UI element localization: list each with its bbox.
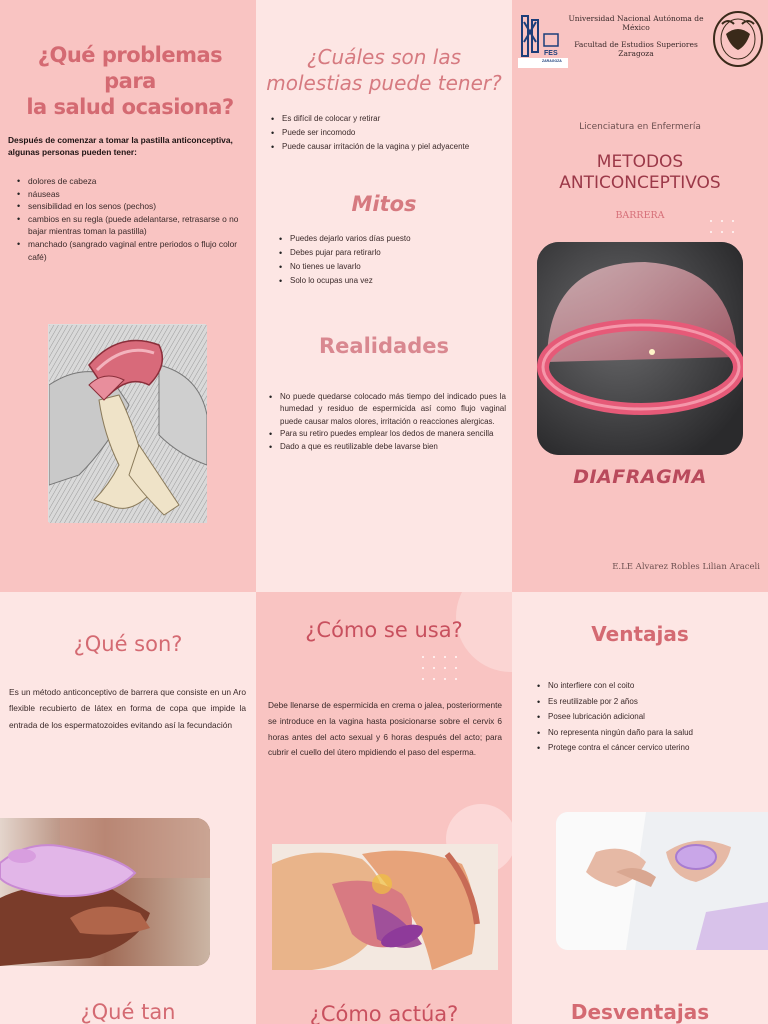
advantages-list xyxy=(534,678,764,756)
panel-title xyxy=(256,44,512,96)
list-item: • cambios en su regla (puede adelantarse, retrasarse o no bajar mientras toman la pastilla) xyxy=(14,213,250,238)
list-item: • Debes pujar para retirarlo xyxy=(276,246,504,260)
list-item: • dolores de cabeza xyxy=(14,175,250,188)
list-item: • Puede causar irritación de la vagina y piel adyacente xyxy=(268,140,504,154)
unam-seal-logo xyxy=(712,10,764,68)
list-item: • Solo lo ocupas una vez xyxy=(276,274,504,288)
definition-text: Es un método anticonceptivo de barrera que consiste en un Aro flexible recubierto de látex en forma de copa que impide la entrada de los espermatozoides evitando así la fecundación xyxy=(9,687,246,730)
panel-what-is xyxy=(0,592,256,1024)
decorative-dots xyxy=(710,220,734,233)
intro-text: Después de comenzar a tomar la pastilla anticonceptiva, algunas personas pueden tener: xyxy=(8,135,233,158)
panel-advantages xyxy=(512,592,768,1024)
list-item: • No representa ningún daño para la salud xyxy=(534,725,764,741)
list-item: • Protege contra el cáncer cervico uterino xyxy=(534,740,764,756)
discomforts-list xyxy=(268,112,504,154)
list-item: • No tienes ue lavarlo xyxy=(276,260,504,274)
myths-list xyxy=(276,232,504,288)
list-item: • Es difícil de colocar y retirar xyxy=(268,112,504,126)
list-item: • náuseas xyxy=(14,188,250,201)
faculty-name: Facultad de Estudios Superiores Zaragoza xyxy=(574,40,698,58)
panel-discomforts-myths xyxy=(256,0,512,592)
bottom-heading: ¿Qué tan xyxy=(80,1000,176,1024)
product-name: DIAFRAGMA xyxy=(573,466,707,488)
panel-title: ¿Qué son? xyxy=(73,632,183,656)
title-line-1: ¿Qué problemas para xyxy=(37,43,223,93)
diaphragm-photo xyxy=(537,242,743,455)
list-item: • No interfiere con el coito xyxy=(534,678,764,694)
title-line-2: molestias puede tener? xyxy=(266,71,502,95)
realities-heading: Realidades xyxy=(319,334,449,358)
bottom-heading: Desventajas xyxy=(570,1000,710,1024)
program-name: Licenciatura en Enfermería xyxy=(579,122,701,132)
panel-title: Ventajas xyxy=(591,622,689,646)
diaphragm-in-hand-photo xyxy=(0,818,210,966)
anatomy-insertion-illustration xyxy=(48,324,206,522)
anatomy-placement-illustration xyxy=(272,844,498,970)
bottom-heading: ¿Cómo actúa? xyxy=(309,1002,459,1024)
university-name: Universidad Nacional Autónoma de México xyxy=(568,14,704,32)
author-name: E.LE Alvarez Robles Lilian Araceli xyxy=(612,562,760,572)
cover-subtitle: BARRERA xyxy=(615,210,665,221)
panel-cover xyxy=(512,0,768,592)
panel-health-problems xyxy=(0,0,256,592)
list-item: • Es reutilizable por 2 años xyxy=(534,694,764,710)
decorative-dots xyxy=(422,656,457,680)
doctor-holding-diaphragm-photo xyxy=(556,812,768,950)
panel-how-to-use xyxy=(256,592,512,1024)
title-line-1: ¿Cuáles son las xyxy=(306,45,462,69)
list-item: • No puede quedarse colocado más tiempo del indicado pues la humedad y residuo de espermicida así como flujo vaginal puede causar malos olores, irritación o reacciones alergicas. xyxy=(266,391,506,428)
realities-list xyxy=(266,391,506,453)
list-item: • Posee lubricación adicional xyxy=(534,709,764,725)
list-item: • manchado (sangrado vaginal entre periodos o flujo color café) xyxy=(14,238,250,263)
fes-logo-text: FES xyxy=(544,50,558,57)
panel-title xyxy=(10,42,250,120)
list-item: • Para su retiro puedes emplear los dedos de manera sencilla xyxy=(266,428,506,440)
title-line-2: la salud ocasiona? xyxy=(26,95,234,119)
panel-title: ¿Cómo se usa? xyxy=(305,618,463,642)
title-line-2: ANTICONCEPTIVOS xyxy=(559,173,721,193)
problems-list xyxy=(14,175,250,263)
title-line-1: METODOS xyxy=(596,152,684,172)
myths-heading: Mitos xyxy=(351,192,417,216)
list-item: • Dado a que es reutilizable debe lavarse bien xyxy=(266,441,506,453)
list-item: • sensibilidad en los senos (pechos) xyxy=(14,200,250,213)
fes-logo-subtext: ZARAGOZA xyxy=(542,59,562,63)
list-item: • Puede ser incomodo xyxy=(268,126,504,140)
list-item: • Puedes dejarlo varios días puesto xyxy=(276,232,504,246)
usage-instructions: Debe llenarse de espermicida en crema o jalea, posteriormente se introduce en la vagina hasta posicionarse sobre el cervix 6 horas antes del acto sexual y 6 horas después del acto; para cubrir el cuello del útero mpidiendo el paso del esperma. xyxy=(268,700,502,758)
cover-title xyxy=(512,152,768,194)
